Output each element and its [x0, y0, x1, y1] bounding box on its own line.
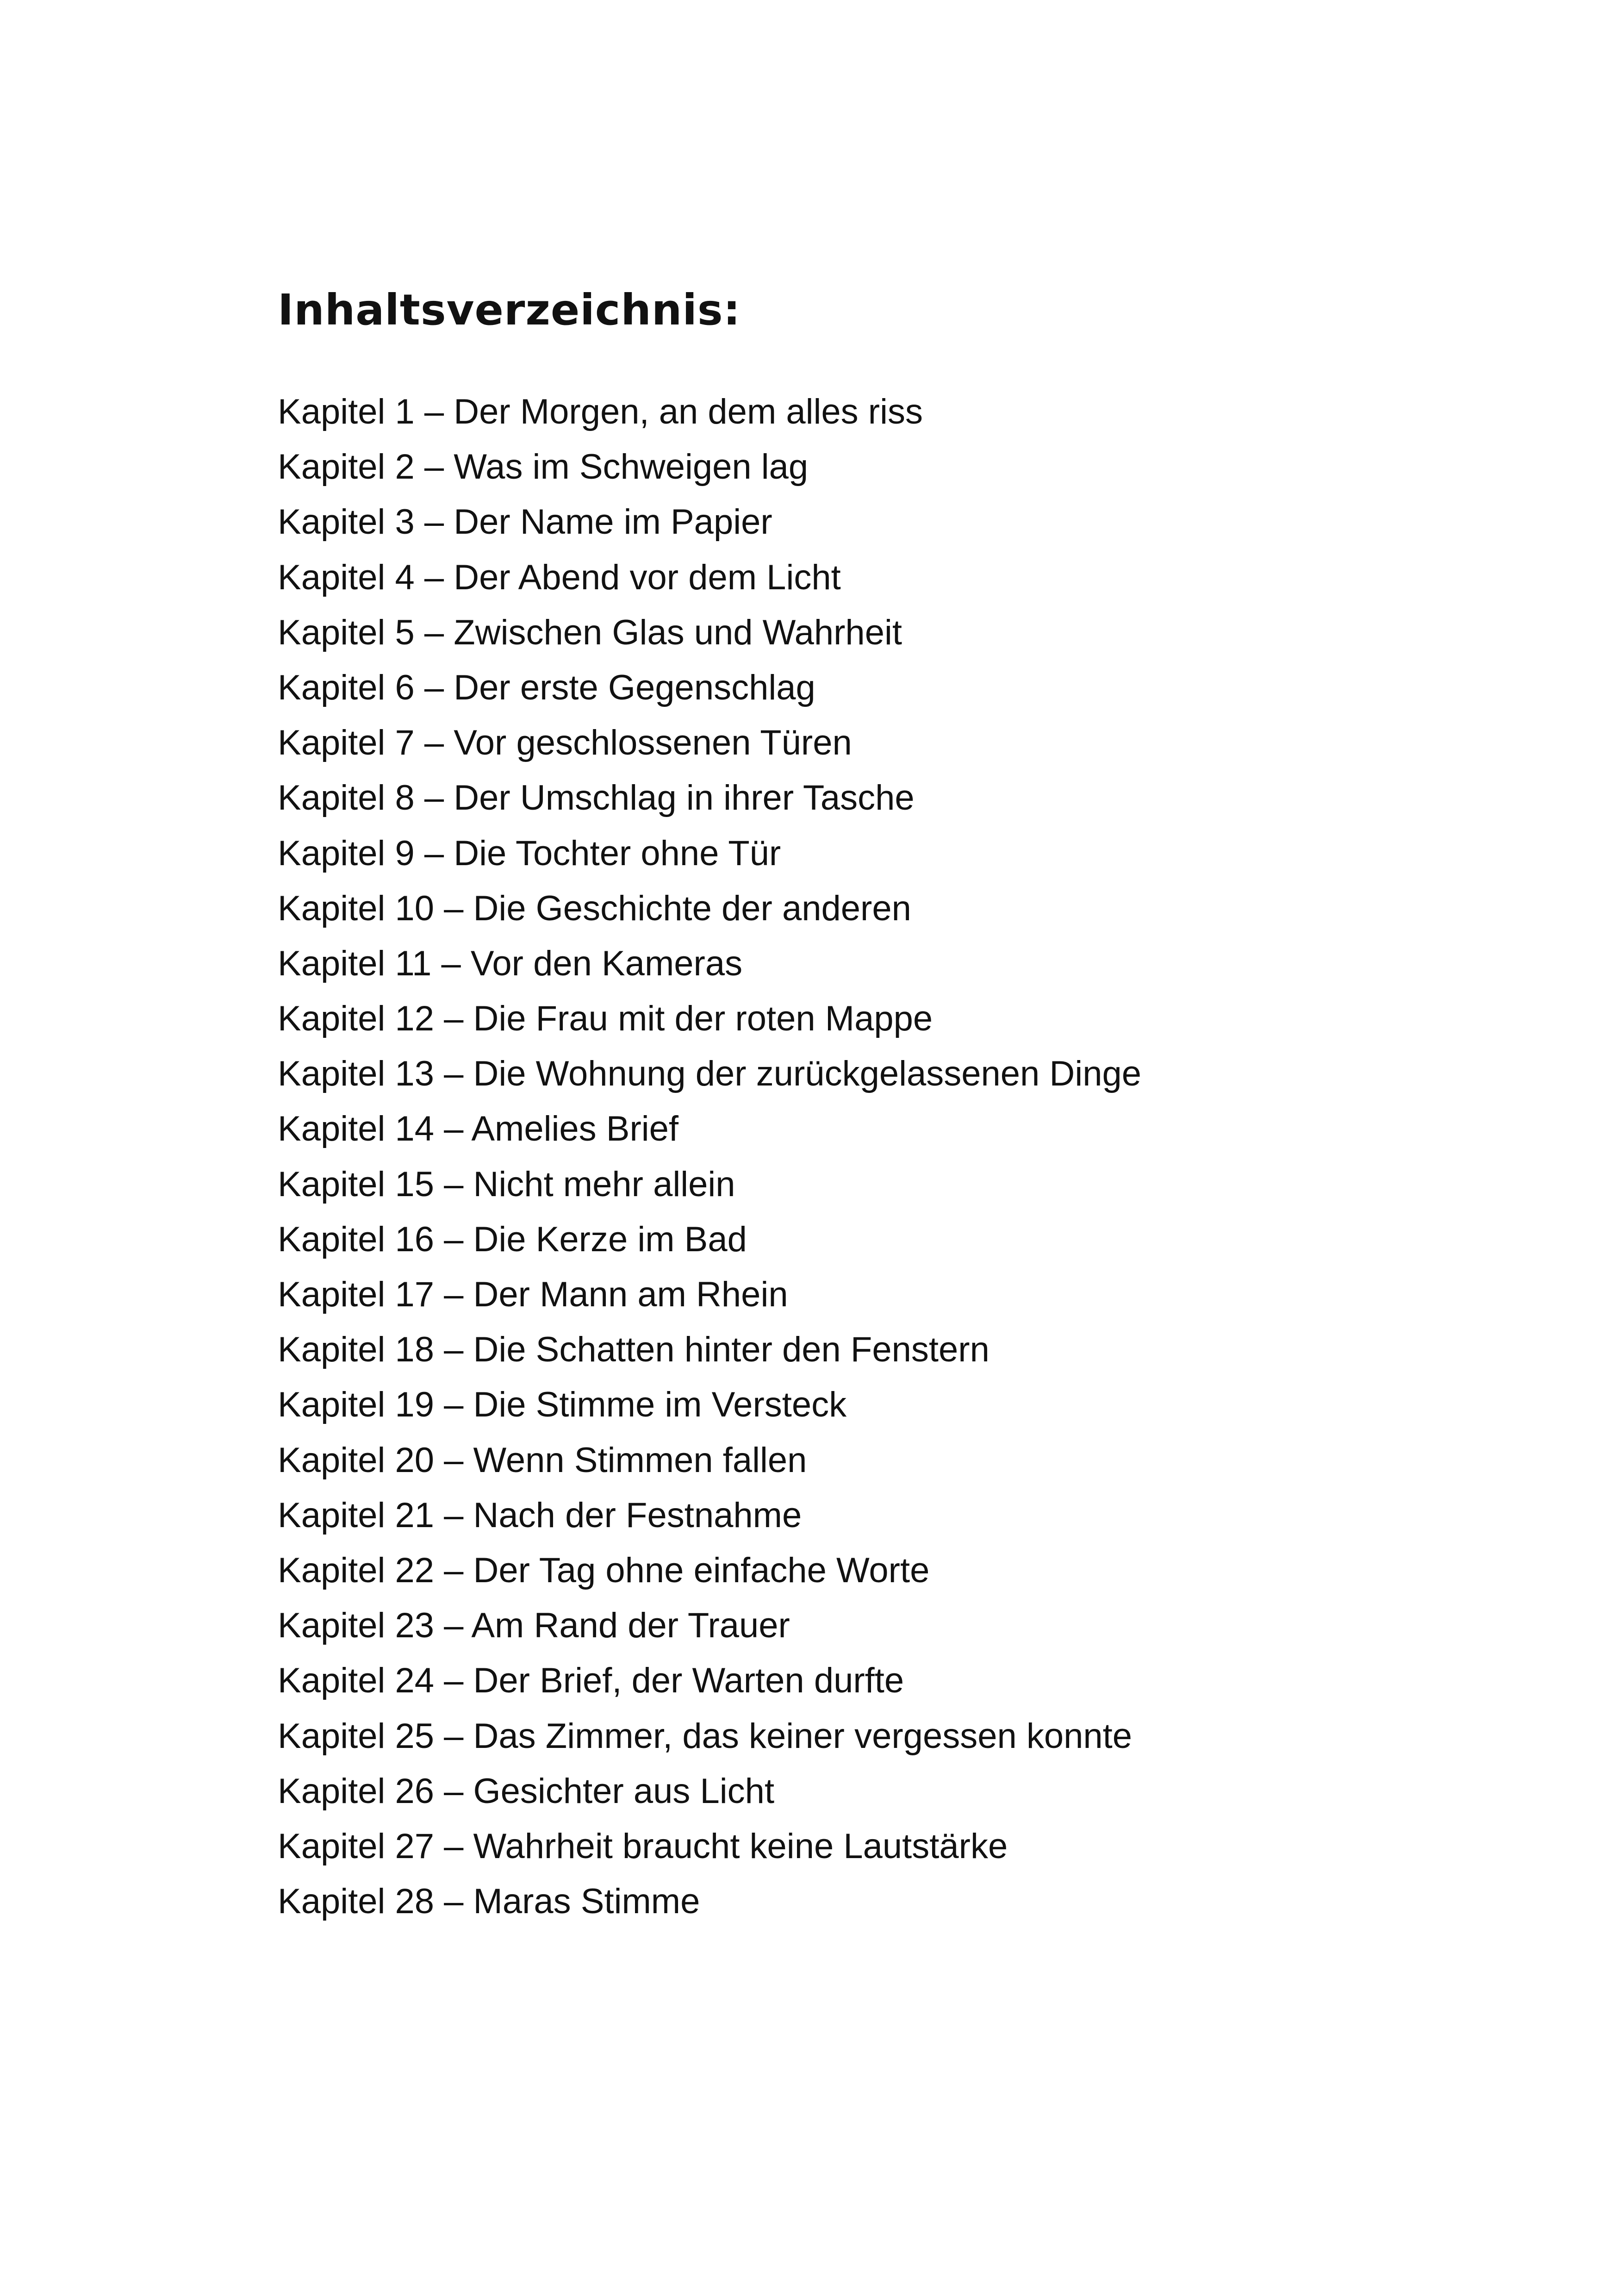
chapter-entry-3: Kapitel 3 – Der Name im Papier [278, 502, 772, 542]
chapter-entry-27: Kapitel 27 – Wahrheit braucht keine Lautstärke [278, 1826, 1008, 1866]
chapter-entry-2: Kapitel 2 – Was im Schweigen lag [278, 447, 809, 487]
chapter-entry-9: Kapitel 9 – Die Tochter ohne Tür [278, 833, 781, 873]
chapter-entry-23: Kapitel 23 – Am Rand der Trauer [278, 1606, 790, 1646]
chapter-entry-24: Kapitel 24 – Der Brief, der Warten durfte [278, 1661, 904, 1701]
toc-title: Inhaltsverzeichnis: [278, 285, 741, 335]
chapter-entry-26: Kapitel 26 – Gesichter aus Licht [278, 1771, 775, 1811]
table-of-contents [278, 278, 1435, 1922]
chapter-entry-14: Kapitel 14 – Amelies Brief [278, 1109, 679, 1149]
chapter-entry-17: Kapitel 17 – Der Mann am Rhein [278, 1275, 788, 1314]
chapter-list [278, 384, 1141, 1929]
chapter-entry-22: Kapitel 22 – Der Tag ohne einfache Worte [278, 1550, 930, 1590]
chapter-entry-25: Kapitel 25 – Das Zimmer, das keiner vergessen konnte [278, 1716, 1133, 1756]
chapter-entry-18: Kapitel 18 – Die Schatten hinter den Fenstern [278, 1330, 989, 1370]
chapter-entry-5: Kapitel 5 – Zwischen Glas und Wahrheit [278, 612, 902, 652]
chapter-entry-15: Kapitel 15 – Nicht mehr allein [278, 1164, 735, 1204]
chapter-entry-12: Kapitel 12 – Die Frau mit der roten Mappe [278, 999, 933, 1039]
chapter-entry-11: Kapitel 11 – Vor den Kameras [278, 943, 743, 983]
chapter-entry-4: Kapitel 4 – Der Abend vor dem Licht [278, 557, 841, 597]
chapter-entry-10: Kapitel 10 – Die Geschichte der anderen [278, 888, 911, 928]
chapter-entry-16: Kapitel 16 – Die Kerze im Bad [278, 1219, 747, 1259]
chapter-entry-1: Kapitel 1 – Der Morgen, an dem alles riss [278, 392, 923, 431]
chapter-entry-20: Kapitel 20 – Wenn Stimmen fallen [278, 1440, 807, 1480]
chapter-entry-28: Kapitel 28 – Maras Stimme [278, 1882, 700, 1922]
chapter-entry-6: Kapitel 6 – Der erste Gegenschlag [278, 668, 815, 707]
chapter-entry-7: Kapitel 7 – Vor geschlossenen Türen [278, 723, 852, 763]
chapter-entry-13: Kapitel 13 – Die Wohnung der zurückgelassenen Dinge [278, 1054, 1142, 1094]
chapter-entry-8: Kapitel 8 – Der Umschlag in ihrer Tasche [278, 778, 915, 818]
chapter-entry-21: Kapitel 21 – Nach der Festnahme [278, 1495, 802, 1535]
chapter-entry-19: Kapitel 19 – Die Stimme im Versteck [278, 1385, 847, 1425]
